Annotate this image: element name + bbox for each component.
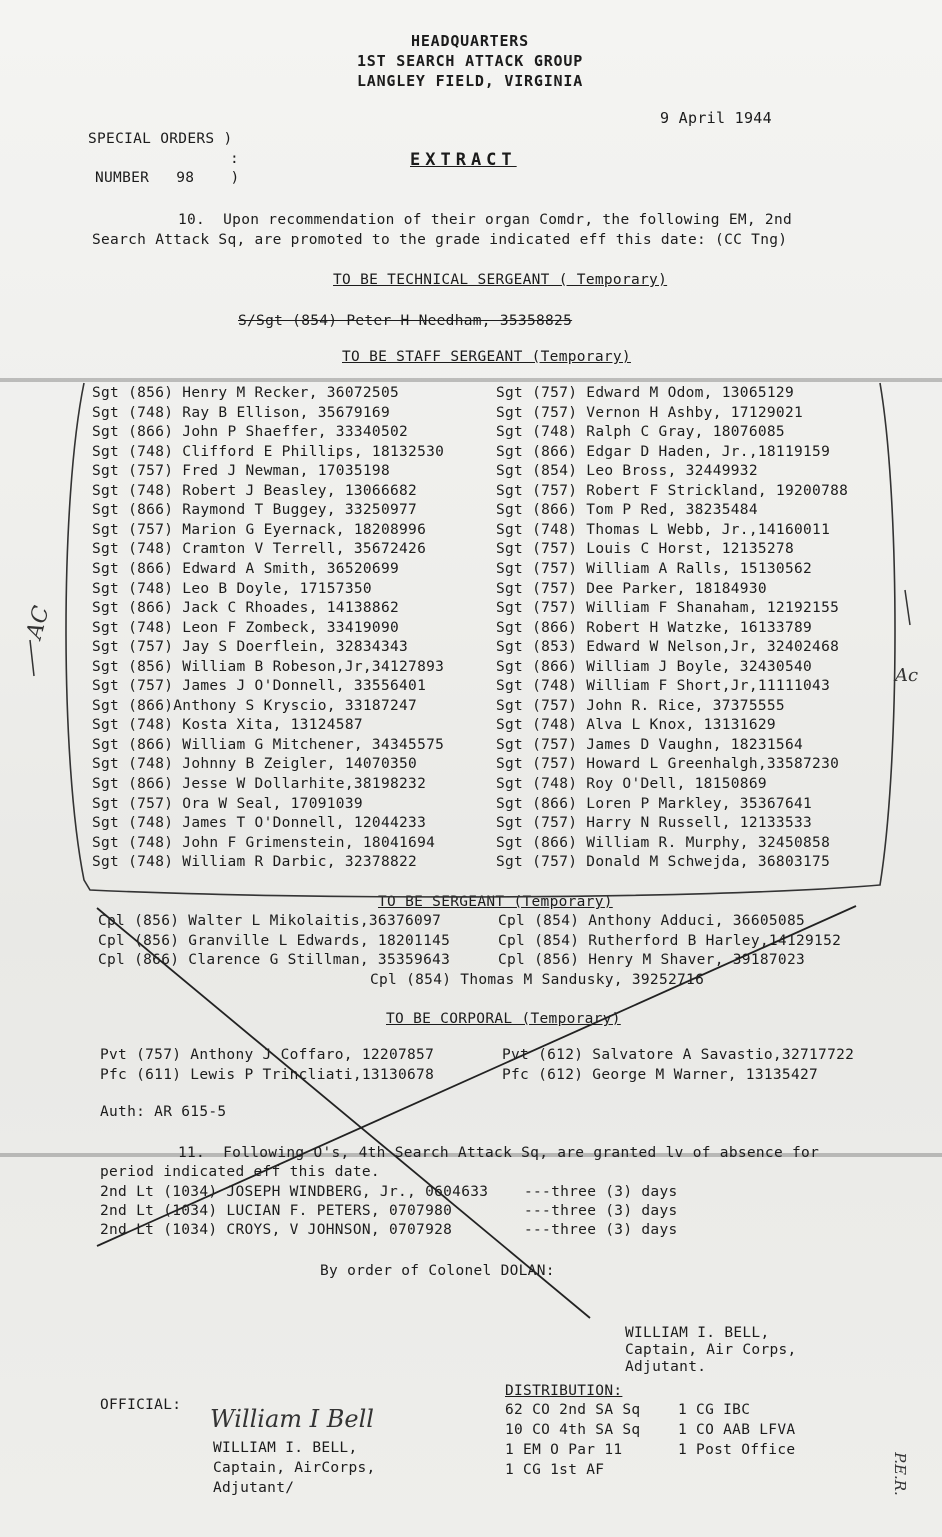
cross-out-stroke-1 — [97, 908, 590, 1318]
official-name: WILLIAM I. BELL, — [213, 1440, 358, 1456]
distribution-entry: 62 CO 2nd SA Sq — [505, 1402, 641, 1418]
staff-sgt-entry: Sgt (866)Anthony S Kryscio, 33187247 — [92, 697, 418, 714]
staff-sgt-entry: Sgt (757) William F Shanaham, 12192155 — [496, 600, 840, 617]
corner-initials: P.E.R. — [890, 1452, 909, 1496]
staff-sgt-entry: Sgt (757) Donald M Schwejda, 36803175 — [496, 854, 831, 871]
handwritten-signature: William I Bell — [210, 1405, 374, 1433]
location-line: LANGLEY FIELD, VIRGINIA — [356, 72, 584, 90]
staff-sgt-entry: Sgt (748) Thomas L Webb, Jr.,14160011 — [496, 521, 831, 538]
leave-officer: 2nd Lt (1034) LUCIAN F. PETERS, 0707980 — [100, 1203, 453, 1219]
extract-title: EXTRACT — [410, 150, 517, 170]
staff-sgt-entry: Sgt (866) William J Boyle, 32430540 — [496, 658, 813, 675]
staff-sgt-entry: Sgt (748) Roy O'Dell, 18150869 — [496, 776, 767, 792]
staff-sgt-entry: Sgt (748) William R Darbic, 32378822 — [92, 854, 418, 871]
staff-sgt-entry: Sgt (866) William R. Murphy, 32450858 — [496, 834, 831, 851]
staff-sgt-entry: Sgt (866) Tom P Red, 38235484 — [496, 502, 758, 519]
staff-sgt-entry: Sgt (748) James T O'Donnell, 12044233 — [92, 815, 427, 832]
staff-sgt-entry: Sgt (866) Robert H Watzke, 16133789 — [496, 619, 813, 636]
staff-sgt-entry: Sgt (748) John F Grimenstein, 18041694 — [92, 834, 436, 851]
staff-sgt-entry: Sgt (866) Jack C Rhoades, 14138862 — [92, 600, 400, 617]
staff-sgt-entry: Sgt (748) Leon F Zombeck, 33419090 — [92, 619, 400, 636]
staff-sgt-heading: TO BE STAFF SERGEANT (Temporary) — [342, 349, 631, 365]
order-colon: : — [230, 151, 240, 167]
distribution-entry: 10 CO 4th SA Sq — [505, 1422, 641, 1438]
staff-sgt-entry: Sgt (748) Ray B Ellison, 35679169 — [92, 404, 390, 421]
staff-sgt-entry: Sgt (757) Dee Parker, 18184930 — [496, 580, 767, 597]
leave-duration: ---three (3) days — [524, 1203, 678, 1219]
sig-name: WILLIAM I. BELL, — [625, 1325, 770, 1341]
distribution-heading: DISTRIBUTION: — [505, 1383, 623, 1399]
staff-sgt-entry: Sgt (748) Clifford E Phillips, 18132530 — [92, 443, 445, 460]
cross-out-stroke-2 — [97, 906, 856, 1246]
left-margin-mark: AC — [22, 603, 55, 642]
sgt-center-entry: Cpl (854) Thomas M Sandusky, 39252716 — [370, 972, 705, 988]
sgt-entry: Cpl (856) Walter L Mikolaitis,36376097 — [98, 913, 442, 929]
staff-sgt-entry: Sgt (757) James D Vaughn, 18231564 — [496, 736, 804, 753]
staff-sgt-entry: Sgt (748) Cramton V Terrell, 35672426 — [92, 541, 427, 558]
cpl-entry: Pfc (612) George M Warner, 13135427 — [502, 1067, 819, 1083]
staff-sgt-entry: Sgt (856) William B Robeson,Jr,34127893 — [92, 658, 445, 675]
staff-sgt-entry: Sgt (757) Robert F Strickland, 19200788 — [496, 482, 849, 499]
staff-sgt-entry: Sgt (757) Jay S Doerflein, 32834343 — [92, 639, 409, 656]
staff-sgt-entry: Sgt (866) Edward A Smith, 36520699 — [92, 560, 400, 577]
distribution-entry: 1 CG IBC — [678, 1402, 751, 1418]
distribution-entry: 1 CO AAB LFVA — [678, 1422, 796, 1438]
sig-title: Adjutant. — [625, 1359, 707, 1375]
official-title: Adjutant/ — [213, 1480, 295, 1496]
para11-line2: period indicated eff this date. — [100, 1164, 380, 1180]
right-margin-tick — [905, 590, 910, 625]
cpl-entry: Pvt (757) Anthony J Coffaro, 12207857 — [100, 1047, 435, 1063]
leave-duration: ---three (3) days — [524, 1222, 678, 1238]
sgt-entry: Cpl (856) Henry M Shaver, 39187023 — [498, 952, 806, 968]
auth-line: Auth: AR 615-5 — [100, 1104, 227, 1120]
staff-sgt-entry: Sgt (757) Louis C Horst, 12135278 — [496, 541, 794, 558]
cpl-heading: TO BE CORPORAL (Temporary) — [386, 1011, 621, 1027]
staff-sgt-bracket-loop — [66, 383, 895, 897]
staff-sgt-entry: Sgt (748) Ralph C Gray, 18076085 — [496, 424, 785, 441]
leave-officer: 2nd Lt (1034) JOSEPH WINDBERG, Jr., 0604633 — [100, 1184, 489, 1200]
staff-sgt-entry: Sgt (866) Raymond T Buggey, 33250977 — [92, 502, 418, 519]
leave-duration: ---three (3) days — [524, 1184, 678, 1200]
left-margin-tick — [30, 640, 34, 676]
staff-sgt-entry: Sgt (866) Jesse W Dollarhite,38198232 — [92, 776, 427, 792]
leave-officer: 2nd Lt (1034) CROYS, V JOHNSON, 0707928 — [100, 1222, 453, 1238]
staff-sgt-entry: Sgt (748) Leo B Doyle, 17157350 — [92, 580, 372, 597]
staff-sgt-entry: Sgt (757) Ora W Seal, 17091039 — [92, 795, 363, 812]
official-rank: Captain, AirCorps, — [213, 1460, 376, 1476]
order-date: 9 April 1944 — [660, 109, 772, 127]
group-line: 1ST SEARCH ATTACK GROUP — [356, 52, 584, 70]
staff-sgt-entry: Sgt (757) Marion G Eyernack, 18208996 — [92, 521, 427, 538]
staff-sgt-entry: Sgt (757) Howard L Greenhalgh,33587230 — [496, 756, 840, 773]
staff-sgt-entry: Sgt (757) Edward M Odom, 13065129 — [496, 385, 794, 401]
staff-sgt-entry: Sgt (856) Henry M Recker, 36072505 — [92, 385, 400, 401]
para10-line2: Search Attack Sq, are promoted to the grade indicated eff this date: (CC Tng) — [92, 232, 788, 248]
order-of-line: By order of Colonel DOLAN: — [320, 1263, 555, 1279]
staff-sgt-entry: Sgt (757) John R. Rice, 37375555 — [496, 697, 785, 714]
tech-sgt-entry: S/Sgt (854) Peter H Needham, 35358825 — [238, 313, 573, 329]
staff-sgt-entry: Sgt (853) Edward W Nelson,Jr, 32402468 — [496, 639, 840, 656]
tech-sgt-heading: TO BE TECHNICAL SERGEANT ( Temporary) — [333, 272, 668, 288]
sgt-entry: Cpl (854) Rutherford B Harley,14129152 — [498, 932, 842, 949]
distribution-entry: 1 Post Office — [678, 1442, 796, 1458]
distribution-entry: 1 EM O Par 11 — [505, 1442, 623, 1458]
staff-sgt-entry: Sgt (748) Kosta Xita, 13124587 — [92, 717, 363, 734]
para11-line1: 11. Following O's, 4th Search Attack Sq, are granted lv of absence for — [178, 1145, 820, 1161]
staff-sgt-entry: Sgt (748) Robert J Beasley, 13066682 — [92, 482, 418, 499]
distribution-entry: 1 CG 1st AF — [505, 1462, 605, 1478]
sgt-entry: Cpl (866) Clarence G Stillman, 35359643 — [98, 952, 451, 968]
staff-sgt-entry: Sgt (748) William F Short,Jr,11111043 — [496, 678, 831, 695]
staff-sgt-entry: Sgt (866) Loren P Markley, 35367641 — [496, 795, 813, 812]
official-label: OFFICIAL: — [100, 1397, 182, 1413]
hq-line: HEADQUARTERS — [411, 32, 529, 50]
sig-rank: Captain, Air Corps, — [625, 1342, 797, 1358]
sgt-heading: TO BE SERGEANT (Temporary) — [378, 894, 613, 910]
order-number: NUMBER 98 ) — [95, 170, 240, 186]
staff-sgt-entry: Sgt (757) Vernon H Ashby, 17129021 — [496, 404, 804, 421]
special-orders-label: SPECIAL ORDERS ) — [88, 131, 233, 147]
staff-sgt-entry: Sgt (757) William A Ralls, 15130562 — [496, 560, 813, 577]
right-margin-mark: Ac — [895, 665, 919, 686]
sgt-entry: Cpl (856) Granville L Edwards, 18201145 — [98, 932, 451, 949]
staff-sgt-entry: Sgt (866) William G Mitchener, 34345575 — [92, 736, 445, 753]
staff-sgt-entry: Sgt (866) Edgar D Haden, Jr.,18119159 — [496, 443, 831, 460]
staff-sgt-entry: Sgt (757) James J O'Donnell, 33556401 — [92, 678, 427, 695]
staff-sgt-entry: Sgt (748) Johnny B Zeigler, 14070350 — [92, 756, 418, 773]
staff-sgt-entry: Sgt (854) Leo Bross, 32449932 — [496, 463, 758, 480]
staff-sgt-entry: Sgt (757) Fred J Newman, 17035198 — [92, 463, 390, 480]
cpl-entry: Pvt (612) Salvatore A Savastio,32717722 — [502, 1047, 855, 1063]
sgt-entry: Cpl (854) Anthony Adduci, 36605085 — [498, 913, 806, 929]
staff-sgt-entry: Sgt (866) John P Shaeffer, 33340502 — [92, 424, 409, 441]
para10-line1: 10. Upon recommendation of their organ Comdr, the following EM, 2nd — [178, 212, 793, 228]
staff-sgt-entry: Sgt (757) Harry N Russell, 12133533 — [496, 815, 813, 832]
cpl-entry: Pfc (611) Lewis P Trincliati,13130678 — [100, 1067, 435, 1083]
staff-sgt-entry: Sgt (748) Alva L Knox, 13131629 — [496, 717, 776, 734]
